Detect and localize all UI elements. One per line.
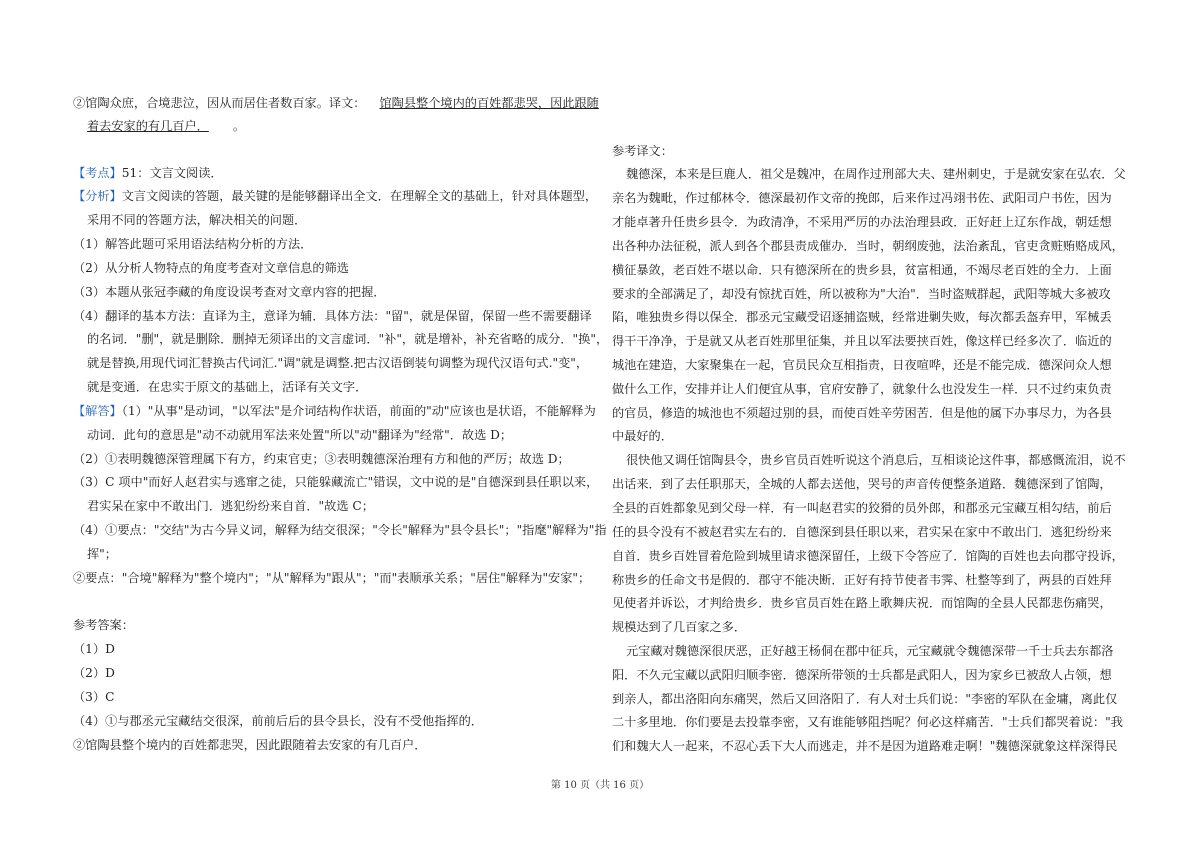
fenxi-line-3: （2）从分析人物特点的角度考查对文章信息的筛选 <box>73 261 349 275</box>
translation-line-8: 城池在建造，大家聚集在一起，官员民众互相指责，日夜喧哗，还是不能完成．德深问众人想 <box>612 358 1112 372</box>
jieda-line-5: （4）①要点："交结"为古今异义词，解释为结交很深；"令长"解释为"县令县长"；"指麾"解释为"指 <box>73 523 607 537</box>
ref-answer-2: （2）D <box>73 666 115 680</box>
translation-line-22: 到亲人，都出洛阳向东痛哭，然后又回洛阳了．有人对士兵们说："李密的军队在金墉，离此仅 <box>612 692 1118 706</box>
translation-line-2: 才能卓著升任贵乡县令．为政清净，不采用严厉的办法治理县政．正好赶上辽东作战，朝廷想 <box>612 215 1112 229</box>
jieda-line-3: （3）C 项中"而好人赵君实与逃窜之徒，只能躲藏流亡"错误，文中说的是"自德深到县任职以来， <box>73 475 599 489</box>
translation-line-15: 任的县令没有不被赵君实左右的．自德深到县任职以来，君实呆在家中不敢出门．逃犯纷纷来 <box>612 525 1112 539</box>
fenxi-line-2: （1）解答此题可采用语法结构分析的方法． <box>73 237 313 251</box>
jieda-line-7: ②要点："合境"解释为"整个境内"；"从"解释为"跟从"；"而"表顺承关系；"居住"解释为"安家"； <box>73 571 591 585</box>
translation-line-10: 的官员，修造的城池也不须超过别的县，而使百姓辛劳困苦．但是他的属下办事尽力，为各县 <box>612 406 1112 420</box>
translation-title: 参考译文： <box>612 144 673 158</box>
translation-line-24: 们和魏大人一起来，不忍心丢下大人而逃走，并不是因为道路难走啊！"魏德深就象这样深得民 <box>612 739 1118 753</box>
translation-line-20: 元宝藏对魏德深很厌恶，正好越王杨侗在郡中征兵，元宝藏就令魏德深带一千士兵去东都洛 <box>626 644 1114 658</box>
fenxi-line-8: 就是变通．在忠实于原文的基础上，活译有关文字． <box>87 380 368 394</box>
translation-line-16: 自首．贵乡百姓冒着危险到城里请求德深留任，上级下令答应了．馆陶的百姓也去向郡守投诉， <box>612 549 1124 563</box>
translation-line-23: 二十多里地．你们要是去投靠李密，又有谁能够阻挡呢？何必这样痛苦．"士兵们都哭着说："我 <box>612 715 1123 729</box>
ref-answer-3: （3）C <box>73 690 115 704</box>
q2-line: ②馆陶众庶，合境悲泣，因从而居住者数百家。译文： 馆陶县整个境内的百姓都悲哭，因此跟随 <box>73 96 599 110</box>
translation-line-18: 见使者并诉讼，才判给贵乡．贵乡官员百姓在路上歌舞庆祝．而馆陶的全县人民都悲伤痛哭， <box>612 596 1112 610</box>
page-footer: 第 10 页（共 16 页） <box>550 780 650 791</box>
translation-line-12: 很快他又调任馆陶县令，贵乡官员百姓听说这个消息后，互相谈论这件事，都感慨流泪，说不 <box>626 453 1126 467</box>
translation-line-7: 得干干净净，于是就又从老百姓那里征集，并且以军法要挟百姓，像这样已经多次了．临近的 <box>612 334 1112 348</box>
translation-line-9: 做什么工作，安排并让人们便宜从事，官府安静了，就象什么也没发生一样．只不过约束负责 <box>612 382 1112 396</box>
q2-answer-part2: 着去安家的有几百户． <box>87 119 209 133</box>
translation-line-19: 规模达到了几百家之多． <box>612 620 747 634</box>
translation-line-17: 称贵乡的任命文书是假的．郡守不能决断．正好有持节使者韦霁、杜整等到了，两县的百姓拜 <box>612 573 1112 587</box>
fenxi-line-1: 采用不同的答题方法，解决相关的问题． <box>87 213 307 227</box>
ref-answer-title: 参考答案： <box>73 618 134 632</box>
jieda-line-0: 【解答】（1）"从事"是动词，"以军法"是介词结构作状语，前面的"动"应该也是状语，不能解释为 <box>73 404 596 418</box>
translation-line-21: 阳．不久元宝藏以武阳归顺李密．德深所带领的士兵都是武阳人，因为家乡已被敌人占领，想 <box>612 668 1112 682</box>
translation-line-0: 魏德深，本来是巨鹿人．祖父是魏冲，在周作过刑部大夫、建州刺史，于是就安家在弘农．父 <box>626 167 1126 181</box>
translation-line-6: 陷，唯独贵乡得以保全．郡丞元宝藏受诏逐捕盗贼，经常进剿失败，每次都丢盔弃甲，军械丢 <box>612 310 1112 324</box>
kaodian: 【考点】51：文言文阅读． <box>73 166 223 180</box>
fenxi-line-4: （3）本题从张冠李藏的角度设误考查对文章内容的把握． <box>73 285 386 299</box>
fenxi-line-6: 的名词．"删"，就是删除．删掉无须译出的文言虚词．"补"，就是增补，补充省略的成分．"换"， <box>87 332 609 346</box>
q2-answer-part1: 馆陶县整个境内的百姓都悲哭，因此跟随 <box>379 96 599 110</box>
ref-answer-4: （4）①与郡丞元宝藏结交很深，前前后后的县令县长，没有不受他指挥的． <box>73 714 483 728</box>
translation-line-13: 出话来．到了去任职那天，全城的人都去送他，哭号的声音传便整条道路．魏德深到了馆陶， <box>612 477 1112 491</box>
jieda-line-6: 挥"； <box>87 547 117 561</box>
fenxi-line-5: （4）翻译的基本方法：直译为主，意译为辅．具体方法："留"，就是保留，保留一些不需要翻译 <box>73 309 592 323</box>
q2-line-2: 着去安家的有几百户． 。 <box>87 119 246 133</box>
jieda-line-1: 动词．此句的意思是"动不动就用军法来处置"所以"动"翻译为"经常"．故选 D； <box>87 428 513 442</box>
fenxi-line-0: 【分析】文言文阅读的答题，最关键的是能够翻译出全文．在理解全文的基础上，针对具体题型， <box>73 189 598 203</box>
translation-line-5: 要求的全部满足了，却没有惊扰百姓，所以被称为"大治"．当时盗贼群起，武阳等城大多被攻 <box>612 287 1111 301</box>
jieda-line-4: 君实呆在家中不敢出门．逃犯纷纷来自首．"故选 C； <box>87 499 374 513</box>
translation-line-3: 出各种办法征税，派人到各个郡县责成催办．当时，朝纲废弛，法治紊乱，官吏贪赃贿赂成风， <box>612 239 1124 253</box>
fenxi-line-7: 就是替换,用现代词汇替换古代词汇."调"就是调整.把古汉语倒装句调整为现代汉语句式."变"， <box>87 356 589 370</box>
translation-line-1: 亲名为魏毗，作过郁林令．德深最初作文帝的挽郎，后来作过冯翊书佐、武阳司户书佐，因为 <box>612 191 1112 205</box>
ref-answer-1: （1）D <box>73 642 115 656</box>
translation-line-14: 全县的百姓都象见到父母一样．有一叫赵君实的狡猾的员外郎，和郡丞元宝藏互相勾结，前后 <box>612 501 1112 515</box>
jieda-line-2: （2）①表明魏德深管理属下有方，约束官吏；③表明魏德深治理有方和他的严厉；故选 D； <box>73 452 570 466</box>
ref-answer-5: ②馆陶县整个境内的百姓都悲哭，因此跟随着去安家的有几百户． <box>73 738 427 752</box>
translation-line-11: 中最好的． <box>612 429 673 443</box>
translation-line-4: 横征暴敛，老百姓不堪以命．只有德深所在的贵乡县，贫富相通，不竭尽老百姓的全力．上面 <box>612 263 1112 277</box>
